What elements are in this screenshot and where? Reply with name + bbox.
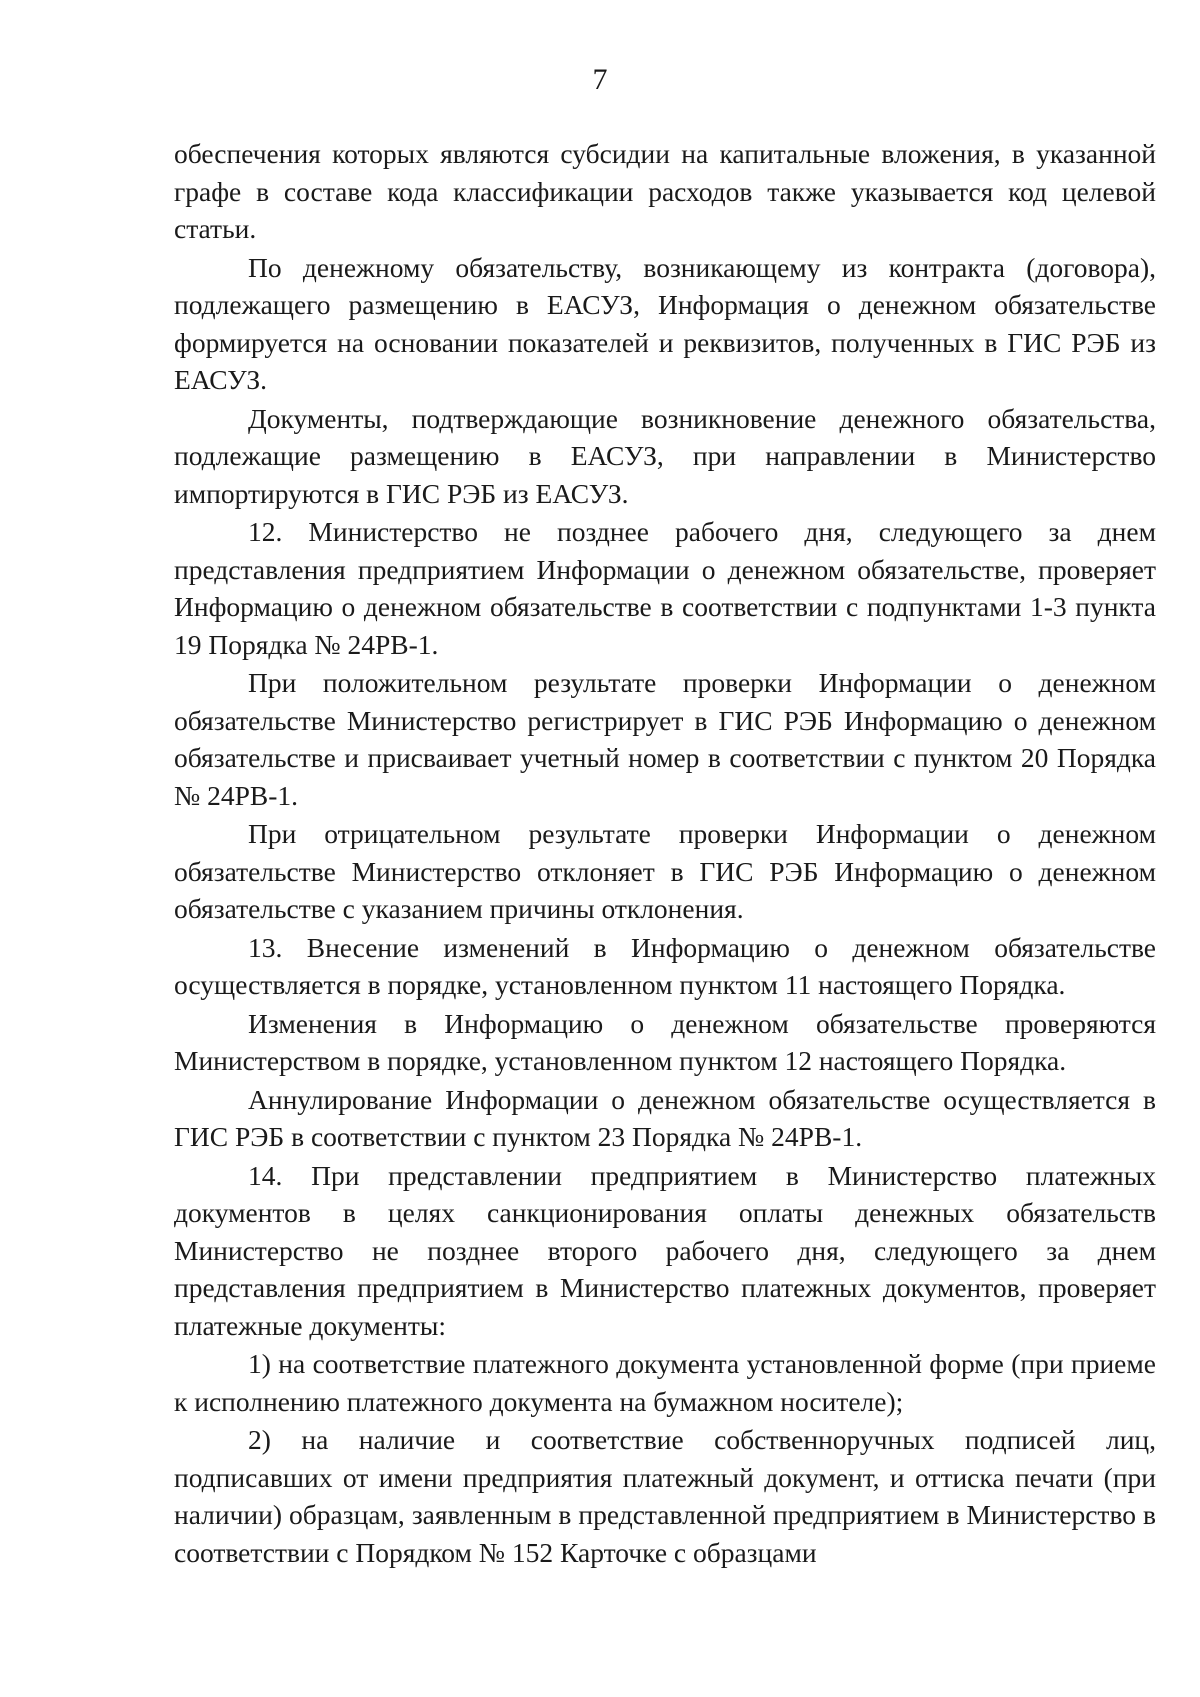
paragraph: По денежному обязательству, возникающему из контракта (договора), подлежащего размещению в ЕАСУЗ, Информация о денежном обязательстве формируется на основании показателей и реквизитов, полученных в ГИС РЭБ из ЕАСУЗ. (174, 251, 1156, 395)
list-item-1: 1) на соответствие платежного документа установленной форме (при приеме к исполнению платежного документа на бумажном носителе); (174, 1348, 1156, 1417)
list-item-2: 2) на наличие и соответствие собственноручных подписей лиц, подписавших от имени предприятия платежный документ, и оттиска печати (при наличии) образцам, заявленным в представленной предприятием в Министерство в соответствии с Порядком № 152 Карточке с образцами (174, 1424, 1156, 1568)
paragraph: При положительном результате проверки Информации о денежном обязательстве Министерство регистрирует в ГИС РЭБ Информацию о денежном обязательстве и присваивает учетный номер в соответствии с пунктом 20 Порядка № 24РВ-1. (174, 667, 1156, 811)
paragraph: обеспечения которых являются субсидии на капитальные вложения, в указанной графе в составе кода классификации расходов также указывается код целевой статьи. (174, 138, 1156, 244)
paragraph: При отрицательном результате проверки Информации о денежном обязательстве Министерство отклоняет в ГИС РЭБ Информацию о денежном обязательстве с указанием причины отклонения. (174, 818, 1156, 924)
document-body (174, 135, 1156, 1571)
paragraph-item-14: 14. При представлении предприятием в Министерство платежных документов в целях санкционирования оплаты денежных обязательств Министерство не позднее второго рабочего дня, следующего за днем представления предприятием в Министерство платежных документов, проверяет платежные документы: (174, 1159, 1156, 1341)
paragraph: Аннулирование Информации о денежном обязательстве осуществляется в ГИС РЭБ в соответствии с пунктом 23 Порядка № 24РВ-1. (174, 1083, 1156, 1152)
paragraph: Документы, подтверждающие возникновение денежного обязательства, подлежащие размещению в ЕАСУЗ, при направлении в Министерство импортируются в ГИС РЭБ из ЕАСУЗ. (174, 402, 1156, 509)
page-number: 7 (592, 63, 608, 96)
paragraph-item-13: 13. Внесение изменений в Информацию о денежном обязательстве осуществляется в порядке, установленном пунктом 11 настоящего Порядка. (174, 931, 1156, 1000)
paragraph-item-12: 12. Министерство не позднее рабочего дня, следующего за днем представления предприятием Информации о денежном обязательстве, проверяет Информацию о денежном обязательстве в соответствии с подпунктами 1-3 пункта 19 Порядка № 24РВ-1. (174, 516, 1156, 660)
paragraph: Изменения в Информацию о денежном обязательстве проверяются Министерством в порядке, установленном пунктом 12 настоящего Порядка. (174, 1007, 1156, 1076)
